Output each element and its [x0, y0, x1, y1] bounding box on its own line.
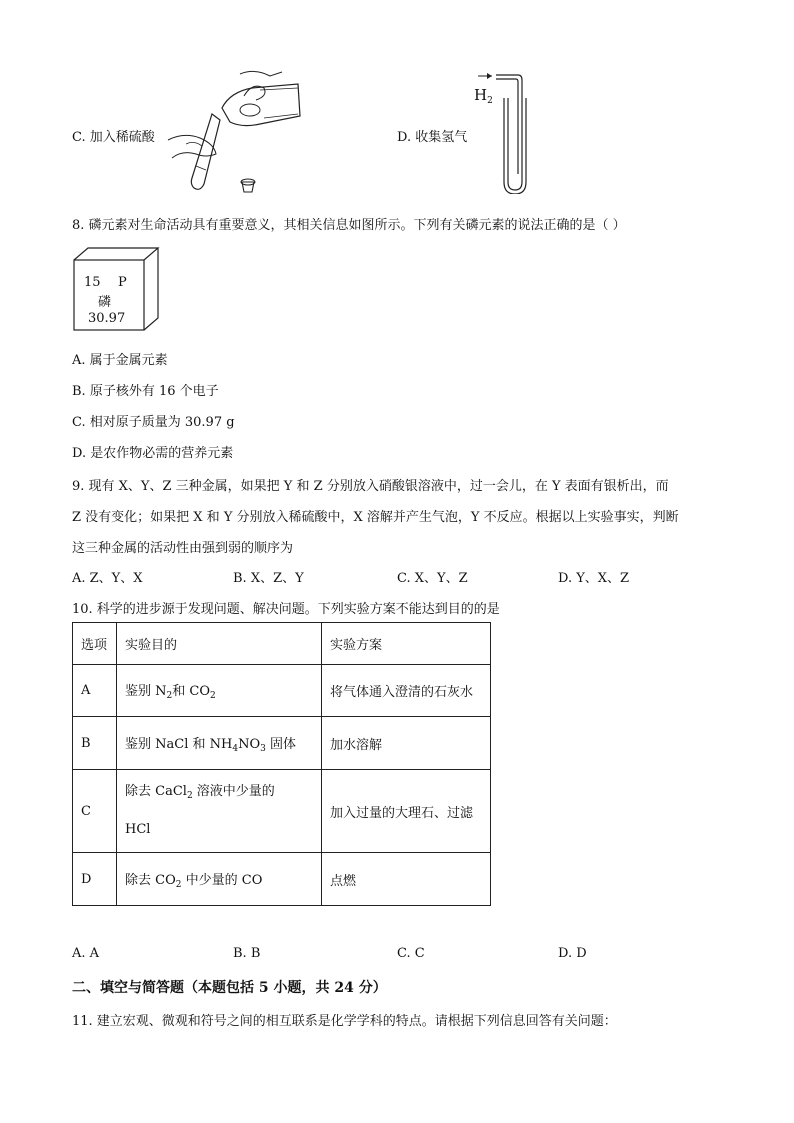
table-row	[73, 665, 491, 717]
q10-option-c: C. C	[397, 946, 425, 961]
row-option: D	[73, 853, 117, 906]
q10-option-a: A. A	[72, 946, 100, 961]
q8-option-d: D. 是农作物必需的营养元素	[72, 446, 234, 461]
table-row	[73, 770, 491, 853]
row-goal: 鉴别 NaCl 和 $NH_4NO_3$ 固体	[117, 717, 322, 770]
row-goal: 鉴别 $N_2$和 $CO_2$	[117, 665, 322, 717]
row-plan: 将气体通入澄清的石灰水	[322, 665, 491, 717]
element-mass: 30.97	[88, 311, 126, 326]
row-goal: 除去 CaCl$_2$ 溶液中少量的 HCl	[117, 770, 322, 853]
q9-option-d: D. Y、X、Z	[558, 571, 630, 586]
table-header-row	[73, 623, 491, 665]
q9-stem-line2: Z 没有变化；如果把 X 和 Y 分别放入稀硫酸中，X 溶解并产生气泡，Y 不反应。根据以上实验事实，判断	[72, 510, 679, 525]
q8-option-c: C. 相对原子质量为 30.97 g	[72, 415, 235, 430]
q8-stem: 8. 磷元素对生命活动具有重要意义，其相关信息如图所示。下列有关磷元素的说法正确的是（ ）	[72, 218, 626, 233]
element-name: 磷	[98, 295, 112, 310]
q10-option-b: B. B	[233, 946, 261, 961]
q9-option-a: A. Z、Y、X	[72, 571, 143, 586]
row-plan: 加入过量的大理石、过滤	[322, 770, 491, 853]
q9-stem-line3: 这三种金属的活动性由强到弱的顺序为	[72, 541, 294, 556]
q10-stem: 10. 科学的进步源于发现问题、解决问题。下列实验方案不能达到目的的是	[72, 602, 500, 617]
q9-stem-line1: 9. 现有 X、Y、Z 三种金属，如果把 Y 和 Z 分别放入硝酸银溶液中，过一会儿，在 Y 表面有银析出，而	[72, 479, 669, 494]
experiment-table	[72, 622, 491, 906]
section-title: 二、填空与简答题（本题包括 5 小题，共 24 分）	[72, 980, 387, 996]
q11-stem: 11. 建立宏观、微观和符号之间的相互联系是化学学科的特点。请根据下列信息回答有关问题：	[72, 1014, 617, 1029]
row-plan: 点燃	[322, 853, 491, 906]
h2-label: $H_2$	[474, 86, 493, 106]
header-goal: 实验目的	[117, 623, 322, 665]
row-plan: 加水溶解	[322, 717, 491, 770]
q9-option-c: C. X、Y、Z	[397, 571, 468, 586]
q7-option-c: C. 加入稀硫酸	[72, 130, 155, 145]
add-acid-illustration	[160, 66, 310, 198]
q8-option-b: B. 原子核外有 16 个电子	[72, 384, 219, 399]
element-number: 15	[84, 275, 101, 290]
q8-option-a: A. 属于金属元素	[72, 353, 168, 368]
row-option: A	[73, 665, 117, 717]
table-row	[73, 717, 491, 770]
table-row	[73, 853, 491, 906]
row-option: C	[73, 770, 117, 853]
q9-option-b: B. X、Z、Y	[233, 571, 304, 586]
q7-option-d: D. 收集氢气	[397, 130, 468, 145]
row-goal: 除去 $CO_2$ 中少量的 CO	[117, 853, 322, 906]
row-option: B	[73, 717, 117, 770]
q10-option-d: D. D	[558, 946, 587, 961]
element-symbol: P	[118, 275, 127, 290]
header-option: 选项	[73, 623, 117, 665]
header-plan: 实验方案	[322, 623, 491, 665]
